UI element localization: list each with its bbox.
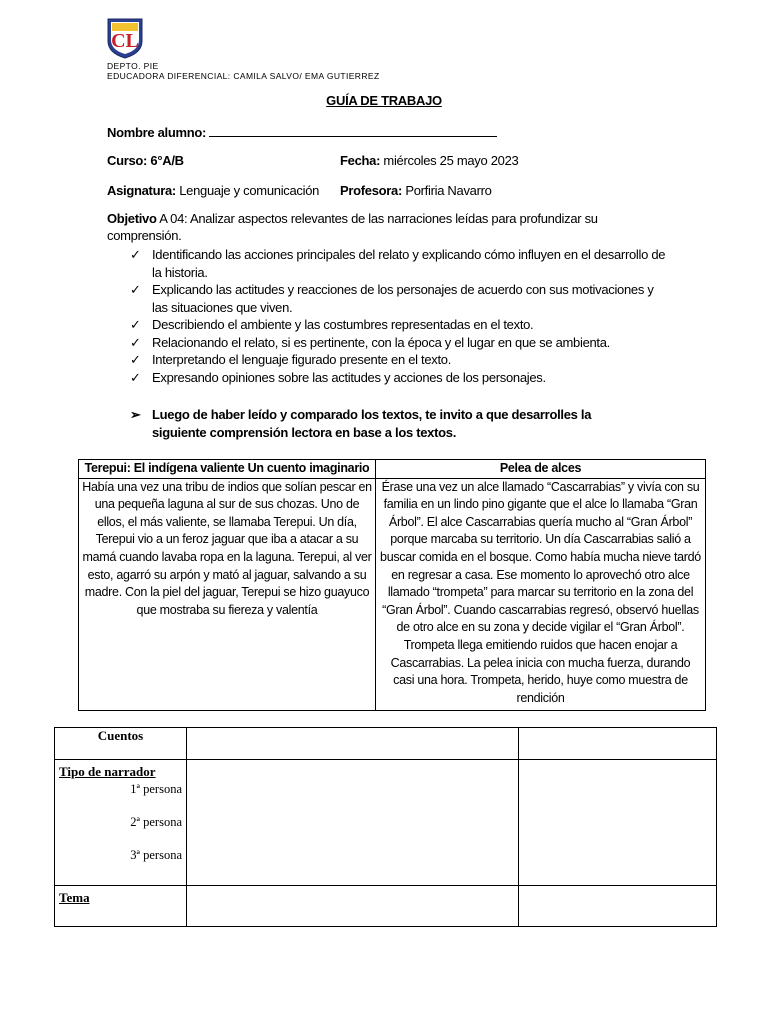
persona-3-label: 3ª persona [130, 848, 182, 862]
curso-row [107, 153, 184, 168]
objetivo-paragraph [107, 210, 647, 244]
story-text-terepui: Había una vez una tribu de indios que solían pescar en una pequeña laguna al sur de sus chozas. Uno de ellos, el más valiente, se llamaba Terepui. Un día, Terepui vio a un feroz jaguar que iba a atacar a su mamá cuando lavaba ropa en la laguna. Terepui, al ver esto, agarró su arpón y mató al jaguar, salvando a su madre. Con la piel del jaguar, Terepui se hizo guayuco que mostraba su fiereza y valentía [79, 478, 376, 710]
answer-cell-narrador-1[interactable] [187, 760, 519, 886]
instruction [130, 406, 640, 442]
nombre-label: Nombre alumno: [107, 125, 207, 140]
fecha-label: Fecha: [340, 153, 381, 168]
narrador-cell [55, 760, 187, 886]
list-item: ✓ Explicando las actitudes y reacciones de los personajes de acuerdo con sus motivaciones y las situaciones que viven. [130, 282, 654, 315]
tema-label: Tema [59, 890, 90, 905]
answer-cell-narrador-2[interactable] [519, 760, 717, 886]
profesora-row [340, 183, 492, 198]
list-item: ✓ Relacionando el relato, si es pertinente, con la época y el lugar en que se ambienta. [130, 334, 610, 350]
answer-cell-cuento-2[interactable] [519, 728, 717, 760]
cuentos-header: Cuentos [55, 728, 187, 760]
arrow-right-icon: ➢ [130, 407, 141, 422]
answer-cell-tema-1[interactable] [187, 886, 519, 927]
tema-cell [55, 886, 187, 927]
fecha-row [340, 153, 518, 168]
asignatura-label: Asignatura: [107, 183, 176, 198]
educadora-label: EDUCADORA DIFERENCIAL: CAMILA SALVO/ EMA GUTIERREZ [107, 71, 380, 81]
page-title: GUÍA DE TRABAJO [326, 93, 442, 108]
nombre-row [107, 124, 497, 140]
story-title-terepui: Terepui: El indígena valiente Un cuento imaginario [79, 460, 376, 479]
answer-cell-cuento-1[interactable] [187, 728, 519, 760]
school-logo-icon [106, 17, 144, 59]
narrador-label: Tipo de narrador [59, 764, 156, 779]
list-item: ✓ Describiendo el ambiente y las costumbres representadas en el texto. [130, 317, 534, 332]
dept-label: DEPTO. PIE [107, 61, 159, 71]
instruction-text: Luego de haber leído y comparado los textos, te invito a que desarrolles la siguiente comprensión lectora en base a los textos. [152, 407, 592, 440]
objetivo-text: A 04: Analizar aspectos relevantes de las narraciones leídas para profundizar su comprensión. [107, 211, 598, 243]
nombre-blank-line[interactable] [209, 124, 497, 137]
profesora-label: Profesora: [340, 183, 403, 198]
department-header [107, 61, 380, 81]
worksheet-table [54, 727, 717, 927]
objetivo-label: Objetivo [107, 211, 157, 226]
asignatura-row [107, 183, 319, 198]
fecha-value: miércoles 25 mayo 2023 [383, 153, 519, 168]
checkmark-icon: ✓ [130, 317, 141, 332]
story-title-alces: Pelea de alces [376, 460, 706, 479]
curso-label: Curso: [107, 153, 148, 168]
objetivo-checklist [130, 246, 670, 386]
asignatura-value: Lenguaje y comunicación [179, 183, 320, 198]
checkmark-icon: ✓ [130, 334, 141, 350]
list-item: ✓ Expresando opiniones sobre las actitudes y acciones de los personajes. [130, 369, 546, 385]
checkmark-icon: ✓ [130, 282, 141, 297]
logo-text: CL [111, 30, 139, 52]
answer-cell-tema-2[interactable] [519, 886, 717, 927]
checkmark-icon: ✓ [130, 247, 141, 262]
persona-2-label: 2ª persona [130, 815, 182, 829]
curso-value: 6°A/B [150, 153, 184, 168]
list-item: ✓ Identificando las acciones principales del relato y explicando cómo influyen en el desarrollo de la historia. [130, 247, 666, 280]
persona-1-label: 1ª persona [130, 782, 182, 796]
checkmark-icon: ✓ [130, 369, 141, 385]
profesora-value: Porfiria Navarro [405, 183, 492, 198]
stories-table [78, 459, 706, 711]
checkmark-icon: ✓ [130, 352, 141, 367]
story-text-alces: Érase una vez un alce llamado “Cascarrabias” y vivía con su familia en un lindo pino gigante que el alce lo llamaba “Gran Árbol”. El alce Cascarrabias quería mucho al “Gran Árbol” porque marcaba su territorio. Un día Cascarrabias salió a buscar comida en el bosque. Como había mucha nieve tardó en regresar a casa. Ese momento lo aprovechó otro alce llamado “trompeta” para marcar su territorio en la zona del “Gran Árbol”. Cuando cascarrabias regresó, observó huellas de otro alce en su zona y decide vigilar el “Gran Árbol”. Trompeta llega emitiendo ruidos que hacen enojar a Cascarrabias. La pelea inicia con mucha fuerza, durando casi una hora. Trompeta, herido, huye como muestra de rendición [376, 478, 706, 710]
list-item: ✓ Interpretando el lenguaje figurado presente en el texto. [130, 352, 452, 367]
